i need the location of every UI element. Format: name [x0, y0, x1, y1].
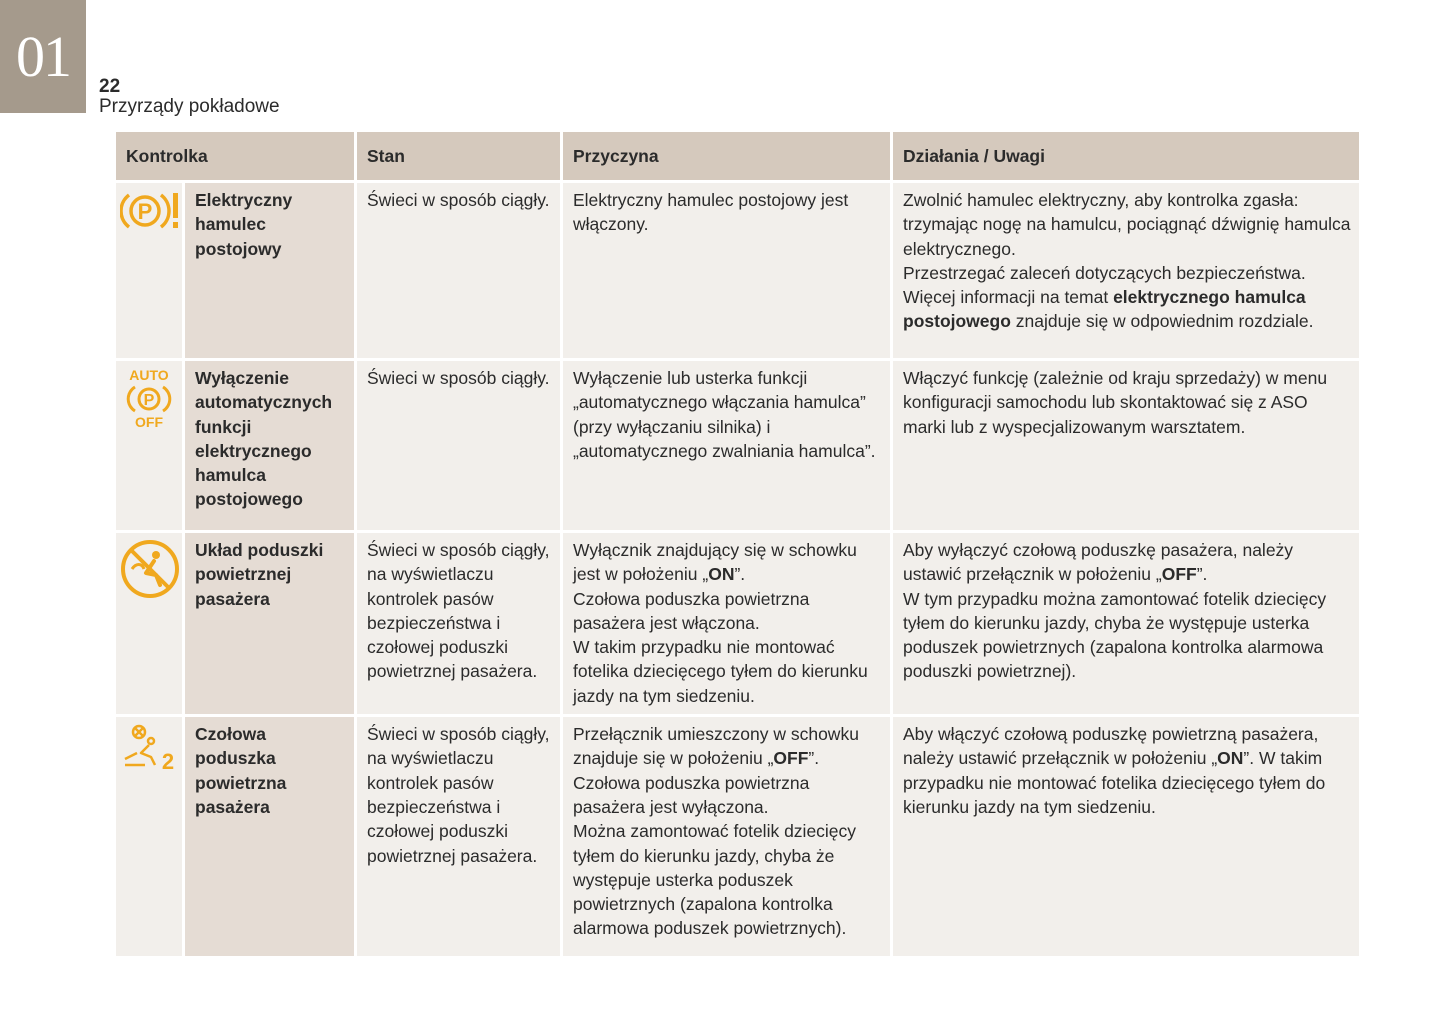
chapter-number: 01	[16, 24, 70, 89]
svg-text:2: 2	[161, 749, 175, 774]
warning-name: Układ poduszki powietrznej pasażera	[184, 532, 356, 716]
warning-cause: Wyłączenie lub usterka funkcji „automatycznego włączania hamulca” (przy wyłączaniu silnika) i „automatycznego zwalniania hamulca”.	[562, 360, 892, 532]
table-row	[115, 716, 1361, 958]
header-przyczyna: Przyczyna	[562, 131, 892, 182]
warning-state: Świeci w sposób ciągły.	[356, 360, 562, 532]
svg-text:P: P	[143, 392, 155, 409]
warning-action: Włączyć funkcję (zależnie od kraju sprzedaży) w menu konfiguracji samochodu lub skontaktować się z ASO marki lub z wyspecjalizowanym warsztatem.	[892, 360, 1361, 532]
icon-cell	[115, 532, 184, 716]
passenger-airbag-off-icon	[120, 539, 178, 599]
svg-text:P: P	[137, 199, 153, 224]
electric-parking-brake-icon	[120, 189, 178, 233]
warning-name: Wyłączenie automatycznych funkcji elektrycznego hamulca postojowego	[184, 360, 356, 532]
warning-action: Zwolnić hamulec elektryczny, aby kontrolka zgasła: trzymając nogę na hamulcu, pociągnąć dźwignię hamulca elektrycznego. Przestrzegać zaleceń dotyczących bezpieczeństwa. Więcej informacji na temat elektrycznego hamulca postojowego znajduje się w odpowiednim rozdziale.	[892, 182, 1361, 360]
warning-action: Aby włączyć czołową poduszkę powietrzną pasażera, należy ustawić przełącznik w położeniu „ON”. W takim przypadku nie montować fotelika dziecięcego tyłem do kierunku jazdy na tym siedzeniu.	[892, 716, 1361, 958]
front-passenger-airbag-icon	[120, 723, 178, 773]
warning-cause: Wyłącznik znajdujący się w schowku jest w położeniu „ON”. Czołowa poduszka powietrzna pasażera jest włączona. W takim przypadku nie montować fotelika dziecięcego tyłem do kierunku jazdy na tym siedzeniu.	[562, 532, 892, 716]
svg-text:AUTO: AUTO	[129, 367, 169, 383]
page-number: 22	[99, 76, 121, 97]
warning-action: Aby wyłączyć czołową poduszkę pasażera, należy ustawić przełącznik w położeniu „OFF”. W tym przypadku można zamontować fotelik dziecięcy tyłem do kierunku jazdy, chyba że występuje usterka poduszek powietrznych (zapalona kontrolka alarmowa poduszki powietrznej).	[892, 532, 1361, 716]
warning-name: Czołowa poduszka powietrzna pasażera	[184, 716, 356, 958]
warning-cause: Elektryczny hamulec postojowy jest włączony.	[562, 182, 892, 360]
section-title: Przyrządy pokładowe	[99, 96, 280, 117]
table-header-row	[115, 131, 1361, 182]
icon-cell	[115, 716, 184, 958]
table-row	[115, 360, 1361, 532]
table-row	[115, 182, 1361, 360]
warning-state: Świeci w sposób ciągły, na wyświetlaczu kontrolek pasów bezpieczeństwa i czołowej poduszki powietrznej pasażera.	[356, 532, 562, 716]
icon-cell	[115, 360, 184, 532]
table-row	[115, 532, 1361, 716]
chapter-tab	[0, 0, 86, 113]
icon-cell	[115, 182, 184, 360]
warning-name: Elektryczny hamulec postojowy	[184, 182, 356, 360]
header-stan: Stan	[356, 131, 562, 182]
auto-parking-brake-off-icon	[120, 367, 178, 431]
warning-cause: Przełącznik umieszczony w schowku znajduje się w położeniu „OFF”. Czołowa poduszka powietrzna pasażera jest wyłączona. Można zamontować fotelik dziecięcy tyłem do kierunku jazdy, chyba że występuje usterka poduszek powietrznych (zapalona kontrolka alarmowa poduszek powietrznych).	[562, 716, 892, 958]
header-dzialania: Działania / Uwagi	[892, 131, 1361, 182]
header-kontrolka: Kontrolka	[115, 131, 356, 182]
svg-text:OFF: OFF	[135, 414, 163, 430]
warning-state: Świeci w sposób ciągły.	[356, 182, 562, 360]
warning-lights-table	[113, 129, 1362, 959]
warning-state: Świeci w sposób ciągły, na wyświetlaczu kontrolek pasów bezpieczeństwa i czołowej poduszki powietrznej pasażera.	[356, 716, 562, 958]
